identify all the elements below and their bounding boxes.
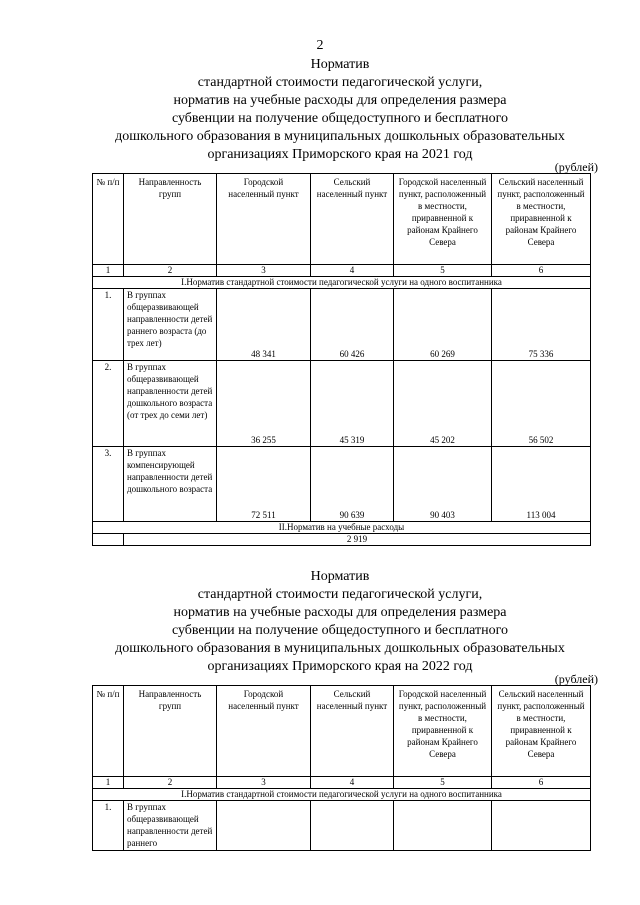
value-cell: 45 319 [311,361,394,447]
title-line: стандартной стоимости педагогической услуги, [197,75,483,90]
title-line: организациях Приморского края на 2021 год [207,147,473,162]
col-number: 5 [394,265,492,277]
value-cell: 45 202 [394,361,492,447]
col-number: 2 [124,265,217,277]
unit-label: (рублей) [554,160,598,174]
title-line: норматив на учебные расходы для определения размера [173,605,507,620]
value-cell [492,801,591,851]
table-row [93,801,591,851]
title-2022 [60,568,620,676]
col-number: 1 [93,265,124,277]
value-cell: 113 004 [492,447,591,522]
col-number: 3 [217,777,311,789]
unit-label: (рублей) [554,672,598,686]
value-cell: 36 255 [217,361,311,447]
title-line: Норматив [310,57,370,72]
col-number: 4 [311,265,394,277]
title-line: дошкольного образования в муниципальных дошкольных образовательных [115,641,565,656]
col-header: Направленность групп [124,174,217,265]
col-header: № п/п [93,686,124,777]
value-cell: 2 919 [124,534,591,546]
col-number: 5 [394,777,492,789]
value-cell [311,801,394,851]
header-row [93,686,591,777]
title-2021 [60,56,620,164]
col-header: Сельский населенный пункт [311,686,394,777]
row-number: 2. [93,361,124,447]
value-cell: 48 341 [217,289,311,361]
section-row [93,789,591,801]
table-2021 [92,173,591,546]
value-cell [394,801,492,851]
group-name: В группах компенсирующей направленности детей дошкольного возраста [124,447,217,522]
col-number: 6 [492,265,591,277]
value-cell: 75 336 [492,289,591,361]
table-row [93,361,591,447]
title-line: субвенции на получение общедоступного и бесплатного [171,623,509,638]
title-line: Норматив [310,569,370,584]
title-line: субвенции на получение общедоступного и бесплатного [171,111,509,126]
column-numbers-row [93,265,591,277]
column-numbers-row [93,777,591,789]
section-row [93,522,591,534]
value-cell: 60 269 [394,289,492,361]
group-name: В группах общеразвивающей направленности детей раннего возраста (до трех лет) [124,289,217,361]
col-number: 4 [311,777,394,789]
row-number: 1. [93,289,124,361]
group-name: В группах общеразвивающей направленности детей раннего [124,801,217,851]
title-line: норматив на учебные расходы для определения размера [173,93,507,108]
section-heading: I.Норматив стандартной стоимости педагогической услуги на одного воспитанника [93,789,591,801]
col-header: Сельский населенный пункт, расположенный в местности, приравненной к районам Крайнего Севера [492,174,591,265]
value-cell: 72 511 [217,447,311,522]
value-cell: 56 502 [492,361,591,447]
table-2022 [92,685,591,851]
page-number: 2 [316,38,324,53]
col-header: Городской населенный пункт, расположенный в местности, приравненной к районам Крайнего Севера [394,686,492,777]
title-line: дошкольного образования в муниципальных дошкольных образовательных [115,129,565,144]
group-name: В группах общеразвивающей направленности детей дошкольного возраста (от трех до семи лет) [124,361,217,447]
col-number: 2 [124,777,217,789]
row-number: 3. [93,447,124,522]
row-number: 1. [93,801,124,851]
col-header: Сельский населенный пункт [311,174,394,265]
section-row [93,277,591,289]
value-cell [217,801,311,851]
col-number: 6 [492,777,591,789]
section-heading: I.Норматив стандартной стоимости педагогической услуги на одного воспитанника [93,277,591,289]
col-header: Городской населенный пункт, расположенный в местности, приравненной к районам Крайнего Севера [394,174,492,265]
col-number: 1 [93,777,124,789]
col-number: 3 [217,265,311,277]
value-cell: 90 403 [394,447,492,522]
value-cell: 90 639 [311,447,394,522]
col-header: № п/п [93,174,124,265]
empty-cell [93,534,124,546]
col-header: Городской населенный пункт [217,174,311,265]
table-row [93,447,591,522]
title-line: стандартной стоимости педагогической услуги, [197,587,483,602]
title-line: организациях Приморского края на 2022 год [207,659,473,674]
header-row [93,174,591,265]
col-header: Сельский населенный пункт, расположенный в местности, приравненной к районам Крайнего Севера [492,686,591,777]
col-header: Городской населенный пункт [217,686,311,777]
table-row [93,289,591,361]
table-row [93,534,591,546]
value-cell: 60 426 [311,289,394,361]
col-header: Направленность групп [124,686,217,777]
section-heading: II.Норматив на учебные расходы [93,522,591,534]
